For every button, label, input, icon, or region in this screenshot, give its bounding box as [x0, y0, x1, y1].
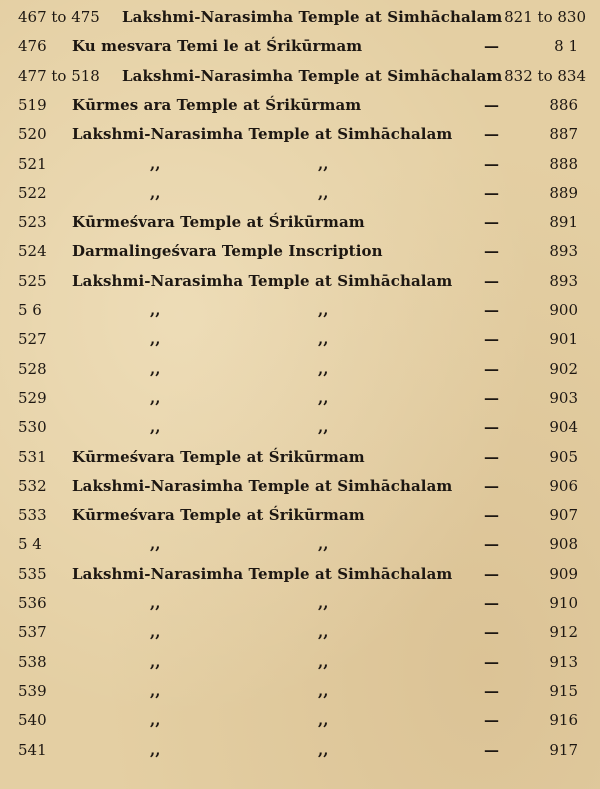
- page-number: 905: [549, 447, 578, 466]
- ditto-mark: ,,: [150, 301, 161, 319]
- index-row: [0, 296, 600, 325]
- ditto-mark: ,,: [318, 418, 329, 437]
- ditto-mark: ,,: [318, 388, 329, 407]
- inscription-number: 521: [18, 154, 47, 173]
- page-number: 913: [549, 652, 578, 671]
- index-row: [0, 589, 600, 618]
- index-row: [0, 150, 600, 179]
- index-row: [0, 618, 600, 647]
- inscription-number: 525: [18, 271, 47, 290]
- inscription-number: 541: [18, 740, 47, 759]
- ditto-mark: ,,: [318, 594, 329, 612]
- inscription-number: 524: [18, 242, 47, 261]
- ditto-mark: ,,: [150, 711, 161, 730]
- dash-leader: —: [484, 623, 499, 642]
- dash-leader: —: [484, 594, 499, 612]
- index-row: [0, 413, 600, 442]
- page-number: 916: [549, 711, 578, 730]
- index-row: [0, 91, 600, 120]
- dash-leader: —: [484, 213, 499, 232]
- ditto-mark: ,,: [150, 652, 161, 671]
- index-row: [0, 501, 600, 530]
- inscription-number: 528: [18, 359, 47, 378]
- ditto-mark: ,,: [318, 623, 329, 642]
- ditto-mark: ,,: [150, 359, 161, 378]
- index-row: [0, 443, 600, 472]
- ditto-mark: ,,: [150, 183, 161, 202]
- index-row: [0, 3, 600, 32]
- inscription-number: 537: [18, 623, 47, 642]
- ditto-mark: ,,: [150, 154, 161, 173]
- inscription-number: 527: [18, 330, 47, 349]
- ditto-mark: ,,: [318, 183, 329, 202]
- dash-leader: —: [484, 711, 499, 730]
- dash-leader: —: [484, 506, 499, 525]
- page-number: 906: [549, 476, 578, 495]
- ditto-mark: ,,: [150, 623, 161, 642]
- inscription-number: 520: [18, 125, 47, 144]
- index-row: [0, 648, 600, 677]
- page-number: 903: [549, 388, 578, 407]
- temple-title: Lakshmi-Narasimha Temple at Simhāchalam: [72, 125, 453, 144]
- dash-leader: —: [484, 447, 499, 466]
- ditto-mark: ,,: [150, 740, 161, 759]
- temple-title: Darmalingeśvara Temple Inscription: [72, 242, 383, 261]
- page-number: 886: [549, 95, 578, 114]
- index-row: [0, 237, 600, 266]
- page-number: 912: [549, 623, 578, 642]
- page-number: 902: [549, 359, 578, 378]
- inscription-number: 523: [18, 213, 47, 232]
- page-number: 917: [549, 740, 578, 759]
- ditto-mark: ,,: [318, 154, 329, 173]
- dash-leader: —: [484, 740, 499, 759]
- temple-title: Ku mesvara Temi le at Śrikūrmam: [72, 37, 363, 56]
- dash-leader: —: [484, 301, 499, 319]
- ditto-mark: ,,: [150, 594, 161, 612]
- temple-title: Kūrmeśvara Temple at Śrikūrmam: [72, 447, 365, 466]
- dash-leader: —: [484, 564, 499, 583]
- dash-leader: —: [484, 330, 499, 349]
- page-number: 910: [549, 594, 578, 612]
- dash-leader: —: [484, 359, 499, 378]
- index-row: [0, 355, 600, 384]
- temple-title: Kūrmes ara Temple at Śrikūrmam: [72, 95, 362, 114]
- page-number: 891: [549, 213, 578, 232]
- index-row: [0, 120, 600, 149]
- index-row: [0, 62, 600, 91]
- inscription-number: 533: [18, 506, 47, 525]
- index-row: [0, 560, 600, 589]
- ditto-mark: ,,: [318, 681, 329, 700]
- page-number: 893: [549, 242, 578, 261]
- temple-title: Kūrmeśvara Temple at Śrikūrmam: [72, 506, 365, 525]
- dash-leader: —: [484, 37, 499, 56]
- page-number: 821 to 830: [504, 8, 586, 26]
- index-row: [0, 384, 600, 413]
- ditto-mark: ,,: [318, 740, 329, 759]
- page-number: 900: [549, 301, 578, 319]
- index-row: [0, 32, 600, 61]
- ditto-mark: ,,: [150, 418, 161, 437]
- temple-title: Lakshmi-Narasimha Temple at Simhāchalam: [72, 564, 453, 583]
- ditto-mark: ,,: [150, 535, 161, 554]
- page-number: 889: [549, 183, 578, 202]
- inscription-number: 539: [18, 681, 47, 700]
- page-number: 893: [549, 271, 578, 290]
- ditto-mark: ,,: [318, 330, 329, 349]
- dash-leader: —: [484, 476, 499, 495]
- ditto-mark: ,,: [150, 681, 161, 700]
- index-row: [0, 530, 600, 559]
- dash-leader: —: [484, 95, 499, 114]
- ditto-mark: ,,: [318, 711, 329, 730]
- inscription-number: 540: [18, 711, 47, 730]
- inscription-number: 536: [18, 594, 47, 612]
- temple-title: Lakshmi-Narasimha Temple at Simhāchalam: [122, 8, 503, 26]
- dash-leader: —: [484, 242, 499, 261]
- ditto-mark: ,,: [150, 388, 161, 407]
- inscription-number: 532: [18, 476, 47, 495]
- dash-leader: —: [484, 125, 499, 144]
- page-number: 8 1: [554, 37, 578, 56]
- index-row: [0, 472, 600, 501]
- index-row: [0, 267, 600, 296]
- page-number: 887: [549, 125, 578, 144]
- dash-leader: —: [484, 271, 499, 290]
- page-number: 908: [549, 535, 578, 554]
- inscription-number: 519: [18, 95, 47, 114]
- page-number: 901: [549, 330, 578, 349]
- page-number: 907: [549, 506, 578, 525]
- inscription-number: 531: [18, 447, 47, 466]
- inscription-number: 538: [18, 652, 47, 671]
- index-row: [0, 736, 600, 765]
- dash-leader: —: [484, 388, 499, 407]
- inscription-number: 467 to 475: [18, 8, 100, 26]
- inscription-number: 476: [18, 37, 47, 56]
- temple-title: Lakshmi-Narasimha Temple at Simhāchalam: [72, 476, 453, 495]
- inscription-number: 522: [18, 183, 47, 202]
- index-row: [0, 325, 600, 354]
- dash-leader: —: [484, 535, 499, 554]
- inscription-number: 477 to 518: [18, 66, 100, 85]
- inscription-number: 535: [18, 564, 47, 583]
- ditto-mark: ,,: [318, 535, 329, 554]
- page-number: 832 to 834: [504, 66, 586, 85]
- dash-leader: —: [484, 652, 499, 671]
- ditto-mark: ,,: [318, 359, 329, 378]
- temple-title: Lakshmi-Narasimha Temple at Simhāchalam: [72, 271, 453, 290]
- index-row: [0, 179, 600, 208]
- page-number: 909: [549, 564, 578, 583]
- page-number: 888: [549, 154, 578, 173]
- dash-leader: —: [484, 681, 499, 700]
- dash-leader: —: [484, 418, 499, 437]
- index-row: [0, 706, 600, 735]
- inscription-number: 529: [18, 388, 47, 407]
- temple-title: Lakshmi-Narasimha Temple at Simhāchalam: [122, 66, 503, 85]
- dash-leader: —: [484, 154, 499, 173]
- ditto-mark: ,,: [318, 652, 329, 671]
- temple-title: Kūrmeśvara Temple at Śrikūrmam: [72, 213, 365, 232]
- ditto-mark: ,,: [318, 301, 329, 319]
- index-row: [0, 677, 600, 706]
- inscription-number: 5 4: [18, 535, 42, 554]
- inscription-number: 530: [18, 418, 47, 437]
- dash-leader: —: [484, 183, 499, 202]
- page-number: 915: [549, 681, 578, 700]
- inscription-number: 5 6: [18, 301, 42, 319]
- index-row: [0, 208, 600, 237]
- page-number: 904: [549, 418, 578, 437]
- ditto-mark: ,,: [150, 330, 161, 349]
